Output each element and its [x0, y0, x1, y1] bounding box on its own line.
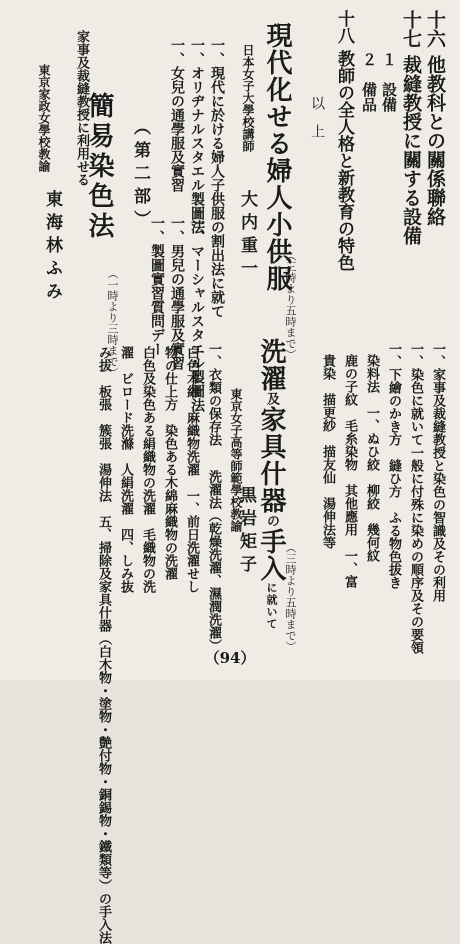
modern-item-5: 一、女兒の通學服及實習 — [169, 38, 185, 192]
washing-item-7: み拔 板張 簇張 湯伸法 五、掃除及家具什器（白木物・塗物・艶付物・銅錫物・鐵類等）の手入法 — [96, 346, 111, 944]
page-number: （94） — [204, 649, 256, 667]
washing-time: （三時より五時まで） — [284, 542, 297, 652]
dyeing-lecturer-affil: 東京家政女學校教諭 — [37, 64, 51, 172]
dyeing-item-2: 一、染色に就いて一般に付殊に染めの順序及その要領 — [408, 342, 423, 654]
item-16: 十六 他教科との關係聯絡 — [424, 10, 446, 226]
modern-item-6: 一、製圖實習質問デー — [149, 216, 165, 356]
modern-lecturer-affil: 日本女子大學校講師 — [241, 44, 255, 152]
washing-item-5: 白色及染色ある絹織物の洗濯 毛織物の洗 — [140, 346, 155, 593]
dyeing-item-1: 一、家事及裁縫教授と染色の智識及その利用 — [430, 342, 445, 602]
dyeing-item-3: 一、下繪のかき方 縫ひ方 ふる物色拔き — [386, 342, 401, 589]
modern-item-1: 一、現代に於ける婦人子供服の割出法に就て — [209, 38, 225, 318]
dyeing-lecturer-name: 東海林ふみ — [42, 190, 62, 305]
modern-item-4: 一、男兒の通學服及實習 — [169, 216, 185, 370]
modern-item-2: 一、オリヂナルスタエル製圖法 — [189, 38, 205, 234]
washing-title: 洗濯及家具什器の手入に就いて — [256, 338, 286, 630]
item-17-2: ２ 備品 — [360, 52, 378, 112]
modern-title: 現代化せる婦人小供服 — [262, 22, 292, 292]
ijou-mark: 以 上 — [309, 96, 325, 138]
dyeing-item-4: 染料法 一、ぬひ絞 柳絞 幾何紋 — [364, 354, 379, 562]
modern-item-3: 一、マーシャルスタエル製圖法 — [189, 216, 205, 412]
washing-item-3: 白色木綿 麻織物洗濯 一、前日洗濯せし — [184, 346, 199, 593]
item-17-1: １ 設備 — [380, 52, 398, 112]
washing-item-4: 物の仕上方 染色ある木綿麻織物の洗濯 — [162, 346, 177, 580]
modern-lecturer-name: 大内重一 — [237, 190, 257, 282]
washing-item-6: 濯 ビロード洗滌 人絹洗濯 四、しみ抜 — [118, 346, 133, 593]
item-17: 十七 裁縫教授に關する設備 — [400, 10, 422, 245]
washing-lecturer-name: 黒岩矩子 — [236, 486, 256, 578]
dyeing-time: （一時より三時まで） — [106, 268, 119, 378]
dyeing-title: 簡易染色法 — [84, 92, 114, 242]
part-label: （第二部） — [130, 118, 150, 233]
item-18: 十八 教師の全人格と新教育の特色 — [334, 10, 354, 271]
dyeing-item-5: 鹿の子紋 毛糸染物 其他應用 一、富 — [342, 354, 357, 588]
dyeing-item-6: 貴染 描更紗 描友仙 湯伸法等 — [320, 354, 335, 549]
washing-item-1: 一、衣類の保存法 — [206, 342, 221, 446]
washing-lecturer-affil: 東京女子高等師範學校教諭 — [229, 388, 243, 532]
dyeing-target: 家事及裁縫教授に利用せる — [74, 30, 89, 186]
modern-time: （三時より五時まで） — [284, 250, 297, 360]
washing-item-2: 洗濯法（乾燥洗濯、濕潤洗濯） — [206, 444, 221, 652]
